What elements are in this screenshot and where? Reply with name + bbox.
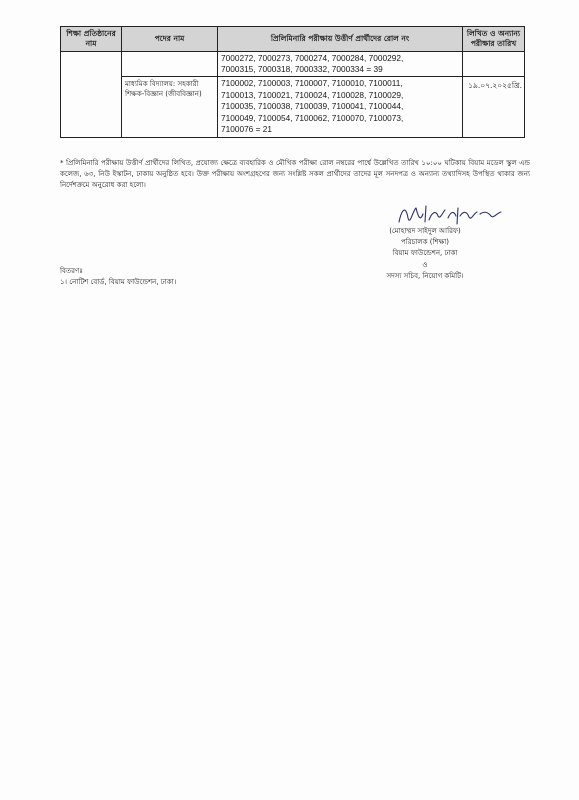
table-header-row xyxy=(61,27,525,52)
roll-line: 7100049, 7100054, 7100062, 7100070, 7100073, xyxy=(221,112,404,123)
distribution-item: ১। নোটিশ বোর্ড, বিয়াম ফাউন্ডেশন, ঢাকা। xyxy=(60,278,177,286)
exam-note: * প্রিলিমিনারি পরীক্ষায় উত্তীর্ণ প্রার্থীদের লিখিত, প্রযোজ্য ক্ষেত্রে ব্যবহারিক ও মৌখিক পরীক্ষা রোল নম্বরের পার্শ্বে উল্লেখিত তারিখ ১০:০০ ঘটিকায় বিয়াম মডেল স্কুল এন্ড কলেজ, ৬৩, নিউ ইস্কাটন, ঢাকায় অনুষ্ঠিত হবে। উক্ত পরীক্ষায় অংশগ্রহণের জন্য সংশ্লিষ্ট সকল প্রার্থীদের তাদের মূল সনদপত্র ও অন্যান্য তথ্যাদিসহ উপস্থিত থাকার জন্য নির্দেশক্রমে অনুরোধ করা হলো। xyxy=(60,159,530,189)
institution-cell xyxy=(61,51,122,137)
roll-line: 7100013, 7100021, 7100024, 7100028, 7100029, xyxy=(221,89,404,100)
handwritten-signature xyxy=(396,202,506,228)
date-cell: ১৯.০৭.২০২৫খ্রি. xyxy=(463,77,525,137)
table-row xyxy=(61,77,525,137)
signature-block xyxy=(360,226,490,282)
roll-line: 7100035, 7100038, 7100039, 7100041, 7100044, xyxy=(221,101,404,112)
header-rolls: প্রিলিমিনারি পরীক্ষায় উত্তীর্ণ প্রার্থীদের রোল নং xyxy=(218,27,463,52)
roll-line: 7000272, 7000273, 7000274, 7000284, 7000292, xyxy=(221,52,404,63)
signer-title-2: সদস্য সচিব, নিয়োগ কমিটি। xyxy=(386,271,464,280)
distribution-title: বিতরণঃ xyxy=(60,267,83,275)
table-row xyxy=(61,51,525,77)
roll-line: 7100076 = 21 xyxy=(221,124,272,135)
post-cell xyxy=(122,51,218,77)
signer-conjunction: ও xyxy=(422,260,428,269)
header-institution: শিক্ষা প্রতিষ্ঠানের নাম xyxy=(61,27,122,52)
rolls-cell xyxy=(218,51,463,77)
post-cell: মাধ্যমিক বিদ্যালয়: সহকারী শিক্ষক-বিজ্ঞান (জীববিজ্ঞান) xyxy=(122,77,218,137)
rolls-cell xyxy=(218,77,463,137)
roll-line: 7100002, 7100003, 7100007, 7100010, 7100011, xyxy=(221,78,403,89)
date-cell xyxy=(463,51,525,77)
signer-org: বিয়াম ফাউন্ডেশন, ঢাকা xyxy=(392,249,458,258)
signer-name: (মোহাম্মদ সাইদুল আরিফ) xyxy=(389,227,461,235)
roll-line: 7000315, 7000318, 7000332, 7000334 = 39 xyxy=(221,63,383,74)
header-post: পদের নাম xyxy=(122,27,218,52)
roll-table xyxy=(60,26,525,138)
signer-title: পরিচালক (শিক্ষা) xyxy=(400,238,450,247)
header-date: লিখিত ও অন্যান্য পরীক্ষার তারিখ xyxy=(463,27,525,52)
